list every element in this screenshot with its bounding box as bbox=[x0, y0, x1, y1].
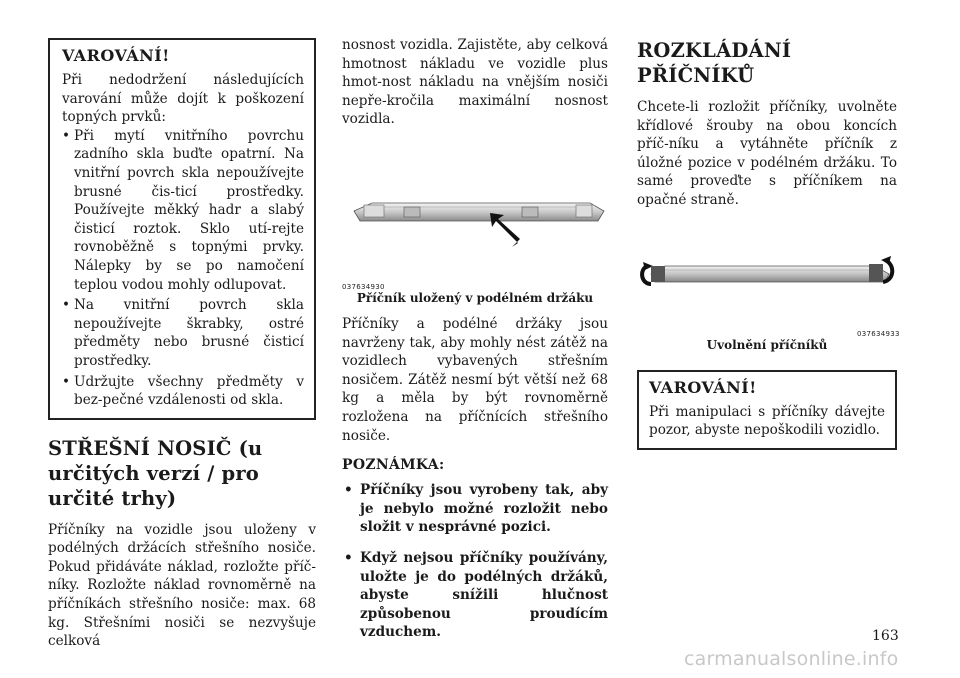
note-list bbox=[342, 481, 608, 642]
body-continued: nosnost vozidla. Zajistěte, aby celková hmotnost nákladu ve vozidle plus hmot-nost nákladu na vnějším nosiči nepře-kročila maximální nosnost vozidla. bbox=[342, 37, 608, 128]
column-right bbox=[637, 38, 900, 450]
figure-id: 037634933 bbox=[857, 329, 900, 338]
warning-bullet-1: • Při mytí vnitřního povrchu zadního skla buďte opatrní. Na vnitřní povrch skla nepoužívejte brusné čis-ticí prostředky. Používejte měkký hadr a slabý čisticí roztok. Sklo utí-rejte rovnoběžně s topnými prvky. Nálepky by se po namočení teplou vodou mohly odlupovat. bbox=[62, 127, 304, 294]
warning-box-heating bbox=[48, 38, 316, 420]
warning-text: Při manipulaci s příčníky dávejte pozor, abyste nepoškodili vozidlo. bbox=[649, 403, 885, 439]
figure-release-crossbar bbox=[637, 210, 900, 338]
figure-crossbar-stowed bbox=[342, 129, 608, 291]
section-title-deploy: ROZKLÁDÁNÍ PŘÍČNÍKŮ bbox=[637, 39, 792, 87]
column-middle bbox=[342, 36, 608, 654]
release-crossbar-illustration bbox=[637, 210, 897, 330]
page-number: 163 bbox=[872, 628, 899, 644]
figure-id: 037634930 bbox=[342, 282, 385, 291]
note-bullet-2: • Když nejsou příčníky používány, uložte je do podélných držáků, abyste snížili hlučnost způsobenou proudícím vzduchem. bbox=[342, 549, 608, 642]
crossbar-stowed-illustration bbox=[342, 129, 608, 279]
warning-title: VAROVÁNÍ! bbox=[649, 377, 757, 397]
crossbar-body: Příčníky a podélné držáky jsou navrženy tak, aby mohly nést zátěž na vozidlech vybavených střešním nosičem. Zátěž nesmí být větší než 68 kg a měla by být rovnoměrně rozložena na příčnících střešního nosiče. bbox=[342, 315, 608, 444]
warning-box-handling bbox=[637, 370, 897, 450]
note-bullet-1: • Příčníky jsou vyrobeny tak, aby je nebylo možné rozložit nebo složit v nesprávné pozici. bbox=[342, 481, 608, 537]
watermark: carmanualsonline.info bbox=[684, 648, 899, 670]
section-title-roof-rack: STŘEŠNÍ NOSIČ (u určitých verzí / pro určité trhy) bbox=[48, 436, 263, 510]
deploy-body: Chcete-li rozložit příčníky, uvolněte křídlové šrouby na obou koncích příč-níku a vytáhněte příčník z úložné pozice v podélném držáku. To samé proveďte s příčníkem na opačné straně. bbox=[637, 99, 897, 208]
note-title: POZNÁMKA: bbox=[342, 457, 445, 474]
warning-bullet-2: • Na vnitřní povrch skla nepoužívejte škrabky, ostré předměty nebo brusné čisticí prostředky. bbox=[62, 296, 304, 370]
roof-rack-body: Příčníky na vozidle jsou uloženy v podélných držácích střešního nosiče. Pokud přidáváte náklad, rozložte příč-níky. Rozložte náklad rovnoměrně na příčníkách střešního nosiče: max. 68 kg. Střešními nosiči se nezvyšuje celková bbox=[48, 521, 316, 650]
warning-intro: Při nedodržení následujících varování může dojít k poškození topných prvků: bbox=[62, 72, 304, 126]
warning-title: VAROVÁNÍ! bbox=[62, 46, 170, 65]
figure-caption: Uvolnění příčníků bbox=[706, 337, 828, 352]
column-left bbox=[48, 38, 316, 651]
warning-bullet-3: • Udržujte všechny předměty v bez-pečné vzdálenosti od skla. bbox=[62, 373, 304, 410]
figure-caption: Příčník uložený v podélném držáku bbox=[356, 290, 594, 305]
